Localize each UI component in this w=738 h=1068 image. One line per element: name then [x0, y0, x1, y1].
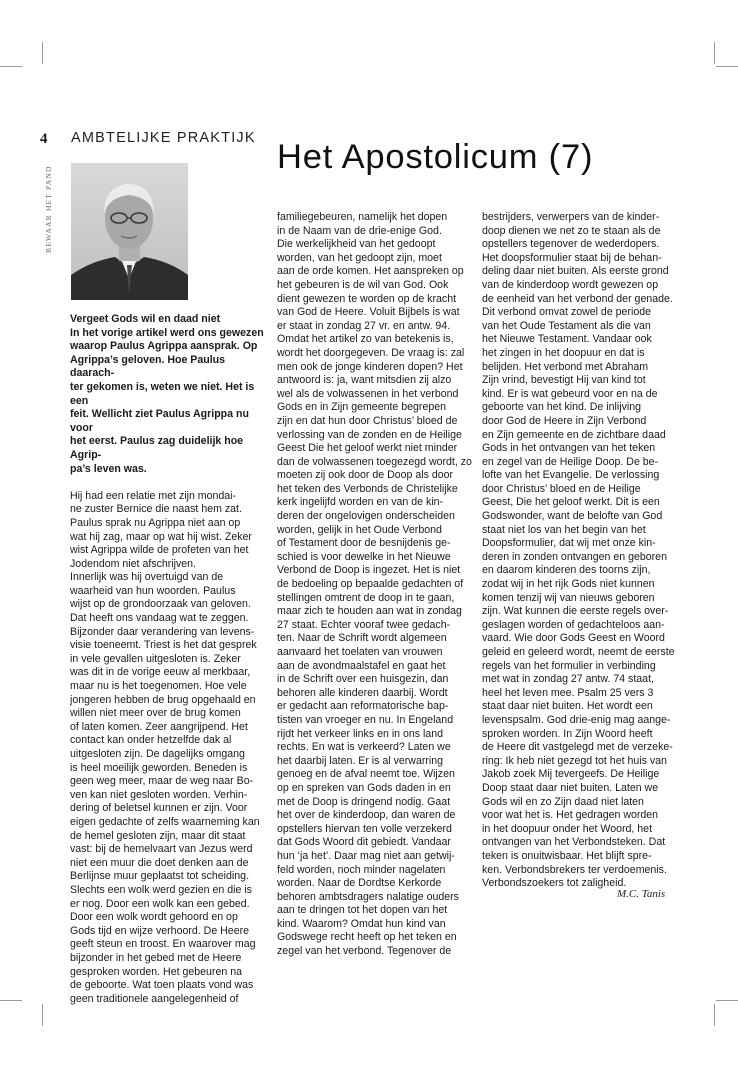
crop-mark [0, 66, 22, 67]
intro-text: In het vorige artikel werd ons gewezen waarop Paulus Agrippa aansprak. Op Agrippa’s geloven. Hoe Paulus daarach- ter gekomen is, weten we niet. Het is een feit. Wellicht ziet Paulus Agrippa nu voor het eerst. Paulus zag duidelijk hoe Agrip- pa’s leven was. [70, 326, 264, 475]
intro-heading: Vergeet Gods wil en daad niet [70, 313, 221, 325]
author-signature: M.C. Tanis [617, 888, 666, 900]
crop-mark [42, 1004, 43, 1026]
crop-mark [714, 42, 715, 64]
section-title: AMBTELIJKE PRAKTIJK [71, 130, 256, 146]
text-column-3 [482, 211, 680, 891]
text-column-1 [70, 313, 268, 1006]
text-column-2 [277, 211, 477, 959]
column-1-text: Hij had een relatie met zijn mondai- ne zuster Bernice die naast hem zat. Paulus sprak nu Agrippa niet aan op wat hij zag, maar op wat hij wist. Zeker wist Agrippa wilde de profeten van het Jodendom niet afschrijven. Innerlijk was hij overtuigd van de waarheid van hun woorden. Paulus wijst op de grondoorzaak van geloven. Dat heeft ons vandaag wat te zeggen. Bijzonder daar verandering van levens- visie toeneemt. Triest is het dat gesprek in vele gevallen uitgesloten is. Zeker was dit in de vorige eeuw al merkbaar, maar nu is het toegenomen. Hoe vele jongeren hebben de brug opgehaald en willen niet meer over de brug komen of laten komen. Zeer aangrijpend. Het contact kan onder hetzelfde dak al uitgesloten zijn. De dagelijks omgang is heel moeilijk geworden. Beneden is geen weg meer, maar de weg naar Bo- ven kan niet gesloten worden. Verhin- dering of beletsel kunnen er zijn. Voor eigen gedachte of zelfs waarneming kan de hemel gesloten zijn, maar dit staat vast: bij de hemelvaart van Jezus werd niet een muur die doet denken aan de Berlijnse muur geplaatst tot scheiding. Slechts een wolk werd gezien en die is er nog. Door een wolk kan een gebed. Door een wolk wordt gehoord en op Gods tijd en wijze verhoord. De Heere geeft steun en troost. En waarover mag bijzonder in het gebed met de Heere gesproken worden. Het gebeuren na de geboorte. Wat toen plaats vond was geen traditionele aangelegenheid of [70, 489, 260, 1005]
crop-mark [716, 1000, 738, 1001]
crop-mark [714, 1004, 715, 1026]
page-number: 4 [40, 131, 48, 147]
column-3-text: bestrijders, verwerpers van de kinder- doop dienen we net zo te staan als de opstellers tegenover de wederdopers. Het doopsformulier staat bij de behan- deling daar niet buiten. Als eerste grond van de kinderdoop wordt gewezen op de eenheid van het verbond der genade. Dit verbond omvat zowel de periode van het Oude Testament als die van het Nieuwe Testament. Vandaar ook het zingen in het doopuur en dat is belijden. Het verbond met Abraham Zijn vrind, bevestigt Hij van kind tot kind. Er is wat gebeurd voor en na de geboorte van het kind. De inlijving door God de Heere in Zijn Verbond en Zijn gemeente en de zichtbare daad Gods in het ontvangen van het teken en zegel van de Heilige Doop. De be- lofte van het Evangelie. De verlossing door Christus’ bloed en de Heilige Geest, Die het geloof werkt. Dit is een Godswonder, want de belofte van God staat niet los van het begin van het Doopsformulier, dat wij met onze kin- deren in zonden ontvangen en geboren en daarom kinderen des toorns zijn, zodat wij in het rijk Gods niet kunnen komen tenzij wij van nieuws geboren zijn. Wat kunnen die eerste regels over- geslagen worden of gedachteloos aan- vaard. Wie door Gods Geest en Woord geleid en geleerd wordt, neemt de eerste regels van het formulier in verbinding met wat in zondag 27 antw. 74 staat, heel het leven mee. Psalm 25 vers 3 staat daar niet buiten. Het wordt een levenspsalm. God drie-enig mag aange- sproken worden. In Zijn Woord heeft de Heere dit vastgelegd met de verzeke- ring: Ik heb niet gezegd tot het huis van Jakob zoek Mij tevergeefs. De Heilige Doop staat daar niet buiten. Laten we Gods wil en zo Zijn daad niet laten voor wat het is. Het gedragen worden in het doopuur onder het Woord, het ontvangen van het Verbondsteken. Dat teken is onuitwisbaar. Het blijft spre- ken. Verbondsbrekers ter verdoemenis. Verbondszoekers tot zaligheid. [482, 211, 675, 890]
article-title: Het Apostolicum (7) [277, 138, 594, 176]
crop-mark [716, 66, 738, 67]
side-label: BEWAAR HET PAND [44, 165, 53, 253]
column-2-text: familiegebeuren, namelijk het dopen in de Naam van de drie-enige God. Die werkelijkheid van het gedoopt worden, van het gedoopt zijn, moet aan de orde komen. Het aanspreken op het gebeuren is de wil van God. Ook dient gewezen te worden op de kracht van God de Heere. Voluit Bijbels is wat er staat in zondag 27 vr. en antw. 94. Omdat het artikel zo van betekenis is, wordt het doorgegeven. De vraag is: zal men ook de jonge kinderen dopen? Het antwoord is: ja, want mitsdien zij alzo wel als de volwassenen in het verbond Gods en in Zijn gemeente begrepen zijn en dat hun door Christus’ bloed de verlossing van de zonden en de Heilige Geest Die het geloof werkt niet minder dan de volwassenen toegezegd wordt, zo moeten zij ook door de Doop als door het teken des Verbonds de Christelijke kerk ingelijfd worden en van de kin- deren der ongelovigen onderscheiden worden, gelijk in het Oude Verbond of Testament door de besnijdenis ge- schied is voor dewelke in het Nieuwe Verbond de Doop is ingezet. Het is niet de bedoeling op bepaalde gedachten of stellingen omtrent de doop in te gaan, maar zich te houden aan wat in zondag 27 staat. Echter vooraf twee gedach- ten. Naar de Schrift wordt algemeen aanvaard het toelaten van vrouwen aan de avondmaalstafel en gaat het in de Schrift over een huisgezin, dan behoren alle kinderen daarbij. Wordt er gedacht aan reformatorische bap- tisten van vroeger en nu. In Engeland rijdt het verkeer links en in ons land rechts. En wat is verkeerd? Laten we het daarbij laten. Er is al verwarring genoeg en de afval neemt toe. Wijzen op en spreken van Gods daden in en met de Doop is dringend nodig. Gaat het over de kinderdoop, dan waren de opstellers hiervan ten volle verzekerd dat Gods Woord dit gebiedt. Vandaar hun ‘ja het’. Daar mag niet aan getwij- feld worden, noch minder nagelaten worden. Naar de Dordtse Kerkorde behoren ambtsdragers nalatige ouders aan te dringen tot het dopen van het kind. Waarom? Omdat hun kind van Godswege recht heeft op het teken en zegel van het verbond. Tegenover de [277, 211, 472, 958]
author-photo [71, 163, 188, 300]
crop-mark [42, 42, 43, 64]
intro-paragraph [70, 313, 268, 476]
crop-mark [0, 1000, 22, 1001]
